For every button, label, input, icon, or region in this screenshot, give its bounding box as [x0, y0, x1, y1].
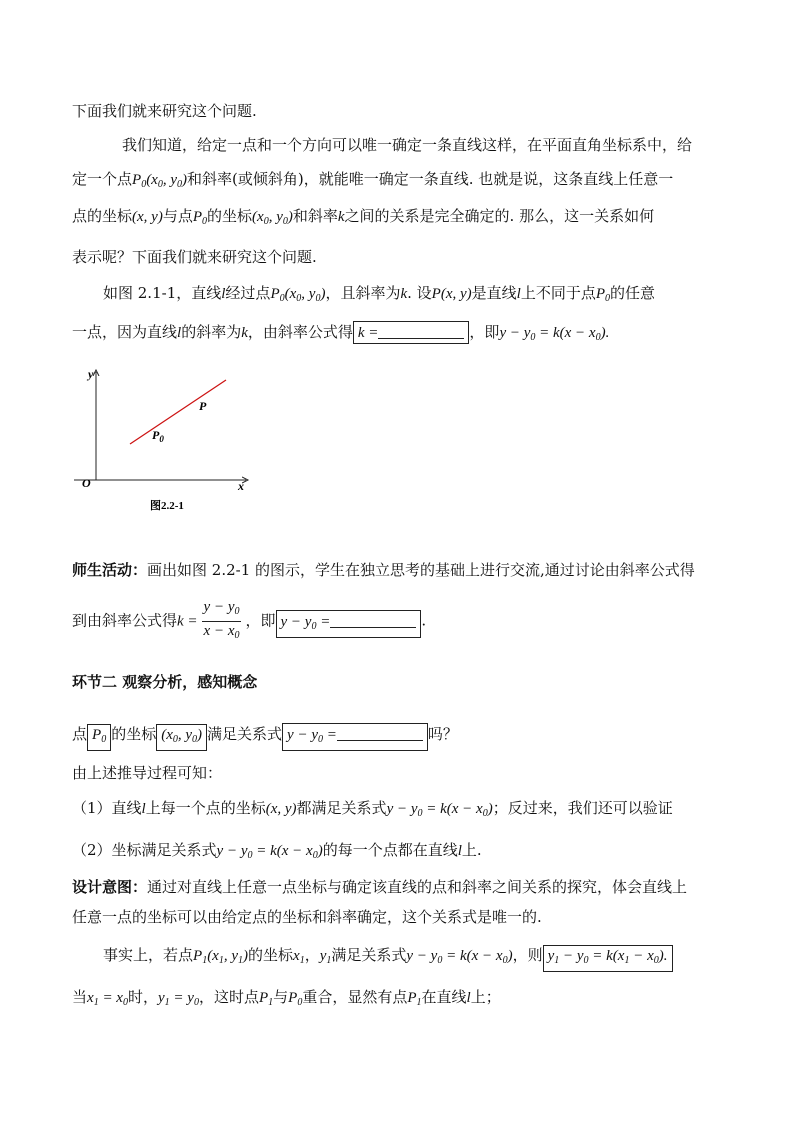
sentence: ，即	[245, 611, 276, 630]
sentence: ；反过来，我们还可以验证	[492, 799, 673, 817]
boxed-x0y0: ($x_0$, $y_0$)	[156, 724, 207, 751]
fill-blank[interactable]	[330, 613, 416, 628]
text-line	[72, 101, 257, 121]
sentence: 点	[72, 725, 88, 743]
math-P0: $P_0(x_0$, $y_0$)	[132, 172, 188, 190]
math-point-slope: $y - y_0 = k(x - x_0)$	[406, 948, 513, 966]
sentence: （1）直线	[72, 799, 142, 817]
sentence: 的坐标	[111, 725, 157, 743]
slope-fraction: $\frac{y - y_0}{x - x_0}$	[203, 599, 240, 641]
sentence: 之间的关系是完全确定的. 那么，这一关系如何	[344, 207, 655, 225]
sentence: 任意一点的坐标可以由给定点的坐标和斜率确定，这个关系式是唯一的.	[72, 908, 542, 926]
math-k: k	[241, 325, 248, 341]
sentence: 通过对直线上任意一点坐标与确定该直线的点和斜率之间关系的探究，体会直线上	[147, 878, 688, 896]
math-y1-eq-y0: $y_1 = y_0$	[157, 990, 199, 1008]
math-P0-point: $P_0(x_0$, $y_0$)	[270, 286, 326, 304]
text-line	[72, 798, 673, 824]
sentence: 满足关系式	[331, 946, 407, 964]
math-x1-eq-x0: $x_1 = x_0$	[87, 990, 128, 1008]
sentence: 由上述推导过程可知：	[72, 764, 223, 782]
figure-caption: 图2.2-1	[150, 500, 184, 512]
math-l: l	[177, 325, 182, 341]
sentence: 重合，显然有点	[302, 988, 408, 1006]
y-axis-label: y	[88, 367, 94, 381]
sentence: 定一个点	[72, 170, 133, 188]
line-l	[130, 380, 226, 444]
sentence: 和斜率	[292, 207, 338, 225]
sentence: 一点，因为直线	[72, 323, 178, 341]
sentence: 的坐标	[248, 946, 294, 964]
sentence: 都满足关系式	[296, 799, 387, 817]
math-l: l	[516, 286, 521, 302]
sentence: . 设	[407, 284, 432, 302]
math-x1: $x_1$	[293, 948, 305, 966]
sentence: ，这时点	[198, 988, 259, 1006]
point-P-label: P	[199, 399, 207, 413]
math-P1: $P_1$	[407, 990, 422, 1008]
sentence: 吗？	[427, 725, 458, 743]
sentence: 满足关系式	[207, 725, 283, 743]
text-line	[72, 321, 609, 348]
sentence: （2）坐标满足关系式	[72, 841, 217, 859]
math-x0y0: ($x_0$, $y_0$)	[252, 209, 293, 227]
sentence: ，由斜率公式得	[247, 323, 353, 341]
origin-label: O	[82, 476, 91, 490]
sentence: 与	[273, 988, 289, 1006]
answer-box-slope[interactable]	[353, 321, 470, 344]
text-line	[72, 560, 695, 580]
sentence: 画出如图 2.2-1 的图示，学生在独立思考的基础上进行交流,通过讨论由斜率公式得	[147, 561, 695, 579]
figure-2-2-1	[66, 362, 256, 522]
sentence: 是直线	[471, 284, 517, 302]
answer-box-activity[interactable]: $y - y_0$ =	[276, 610, 422, 638]
math-Pxy: P(x, y)	[431, 286, 472, 302]
sentence: .	[421, 611, 427, 630]
design-label: 设计意图：	[72, 878, 148, 896]
sentence: 在直线	[421, 988, 467, 1006]
boxed-P0: $P_0$	[87, 724, 111, 751]
section-heading: 环节二 观察分析，感知概念	[72, 673, 258, 691]
math-y1: $y_1$	[319, 948, 332, 966]
math-xy: (x, y)	[265, 801, 297, 817]
point-P0-label: $P_0$	[152, 428, 164, 444]
math-P1-point: $P_1(x_1$, $y_1$)	[193, 948, 249, 966]
text-line	[72, 723, 458, 751]
math-k: k	[400, 286, 408, 302]
math-point-slope: $y - y_0 = k(x - x_0)$	[216, 843, 323, 861]
sentence: 的斜率为	[181, 323, 242, 341]
sentence: 经过点	[225, 284, 271, 302]
sentence: 的任意	[610, 284, 656, 302]
math-k-eq: k =	[357, 325, 379, 341]
math-P0: $P_0$	[595, 286, 611, 304]
math-l: l	[466, 990, 471, 1006]
math-P0: $P_0$	[192, 209, 208, 227]
sentence: 上；	[470, 988, 501, 1006]
sentence: 下面我们就来研究这个问题.	[72, 102, 257, 120]
math-l: l	[457, 843, 462, 859]
text-line	[72, 840, 482, 866]
math-xy: (x, y)	[132, 209, 163, 225]
text-line	[72, 206, 654, 232]
text-line	[72, 598, 426, 645]
text-line	[72, 877, 687, 897]
sentence: ，且斜率为	[325, 284, 401, 302]
sentence: 我们知道，给定一点和一个方向可以唯一确定一条直线这样，在平面直角坐标系中，给	[122, 136, 693, 154]
sentence: 如图 2.1-1，直线	[103, 284, 222, 302]
math-l: l	[221, 286, 226, 302]
sentence: ，则	[512, 946, 543, 964]
sentence: 到由斜率公式得	[72, 611, 178, 630]
math-k: k	[337, 209, 345, 225]
sentence: ，	[304, 946, 320, 964]
text-line	[72, 763, 222, 783]
math-k-eq: k =	[177, 613, 198, 630]
text-line	[122, 135, 692, 155]
sentence: 和斜率(或倾斜角)，就能唯一确定一条直线. 也就是说，这条直线上任意一	[187, 170, 674, 188]
text-line	[72, 169, 673, 195]
fill-blank[interactable]	[337, 726, 423, 741]
sentence: 与点	[162, 207, 193, 225]
math-point-slope: $y - y_0 = k(x - x_0)$	[386, 801, 493, 819]
sentence: 上每一个点的坐标	[145, 799, 266, 817]
sentence: 表示呢？下面我们就来研究这个问题.	[72, 248, 317, 266]
sentence: 上.	[461, 841, 482, 859]
sentence: 时，	[127, 988, 158, 1006]
sentence: 点的坐标	[72, 207, 133, 225]
math-P1: $P_1$	[258, 990, 274, 1008]
activity-label: 师生活动：	[72, 561, 148, 579]
math-point-slope: $y - y_0 = k(x - x_0)$.	[499, 325, 610, 343]
text-line	[72, 247, 317, 267]
sentence: ，即	[469, 323, 500, 341]
text-line	[72, 907, 542, 927]
sentence: 的每一个点都在直线	[322, 841, 458, 859]
sentence: 事实上，若点	[103, 946, 194, 964]
text-line	[103, 283, 655, 309]
sentence: 上不同于点	[520, 284, 596, 302]
x-axis-label: x	[238, 479, 244, 493]
text-line	[72, 987, 501, 1013]
text-line	[103, 945, 673, 972]
answer-box-relation[interactable]: $y - y_0$ =	[282, 723, 428, 751]
sentence: 当	[72, 988, 88, 1006]
fill-blank[interactable]	[378, 324, 464, 339]
math-P0: $P_0$	[288, 990, 303, 1008]
boxed-equation: $y_1 - y_0 = k(x_1 - x_0)$.	[543, 945, 673, 972]
math-l: l	[141, 801, 146, 817]
sentence: 的坐标	[207, 207, 253, 225]
